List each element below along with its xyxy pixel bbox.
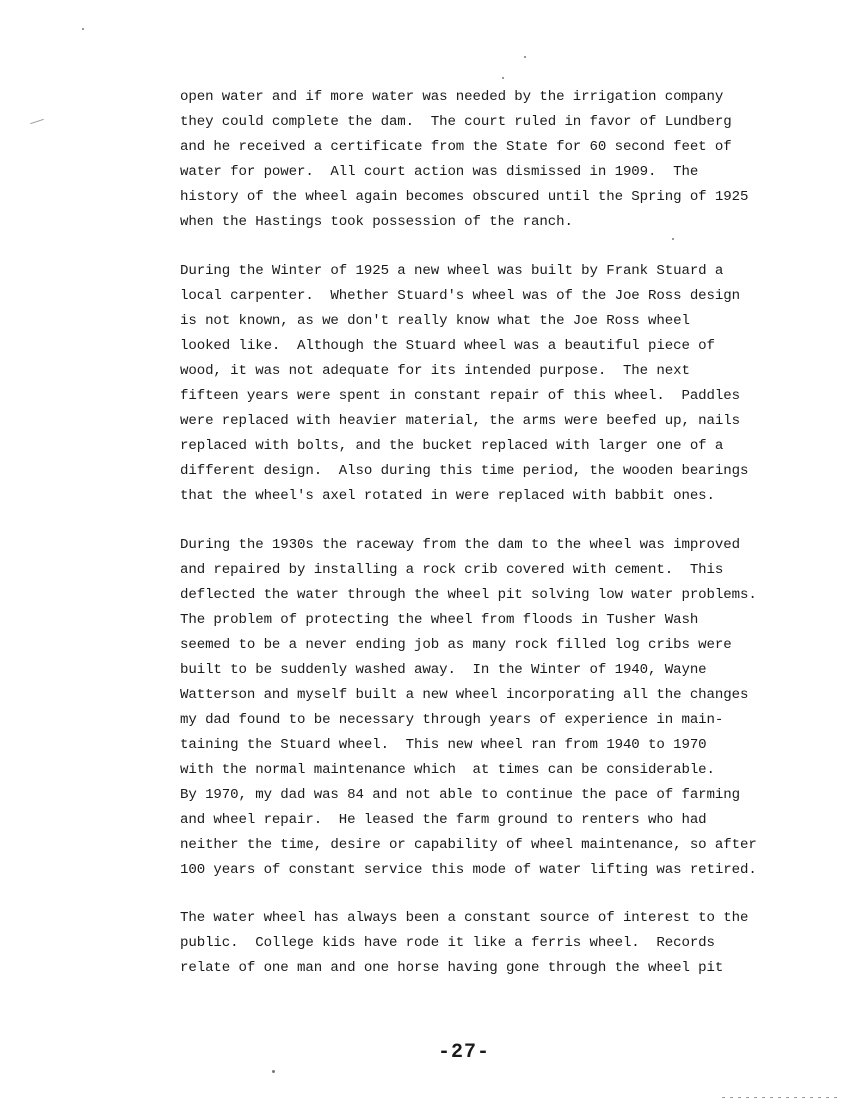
scan-speck bbox=[672, 238, 674, 240]
text-line: with the normal maintenance which at times can be considerable. bbox=[180, 762, 715, 778]
page-number: -27- bbox=[438, 1041, 491, 1064]
text-line: deflected the water through the wheel pit solving low water problems. bbox=[180, 587, 757, 603]
text-line: looked like. Although the Stuard wheel was a beautiful piece of bbox=[180, 338, 715, 354]
text-line: local carpenter. Whether Stuard's wheel was of the Joe Ross design bbox=[180, 288, 740, 304]
text-line: and wheel repair. He leased the farm ground to renters who had bbox=[180, 812, 707, 828]
text-line: public. College kids have rode it like a ferris wheel. Records bbox=[180, 935, 715, 951]
text-line: 100 years of constant service this mode of water lifting was retired. bbox=[180, 862, 757, 878]
text-line: Watterson and myself built a new wheel incorporating all the changes bbox=[180, 687, 749, 703]
text-line: During the 1930s the raceway from the dam to the wheel was improved bbox=[180, 537, 740, 553]
scan-mark bbox=[30, 119, 44, 124]
paragraph-3 bbox=[180, 533, 780, 883]
text-line: they could complete the dam. The court ruled in favor of Lundberg bbox=[180, 114, 732, 130]
paragraph-2 bbox=[180, 259, 780, 509]
scan-speck bbox=[82, 28, 84, 30]
text-line: neither the time, desire or capability of wheel maintenance, so after bbox=[180, 837, 757, 853]
text-line: water for power. All court action was dismissed in 1909. The bbox=[180, 164, 699, 180]
scan-speck bbox=[502, 77, 504, 79]
text-line: The water wheel has always been a constant source of interest to the bbox=[180, 910, 749, 926]
text-line: relate of one man and one horse having gone through the wheel pit bbox=[180, 960, 724, 976]
text-line: were replaced with heavier material, the arms were beefed up, nails bbox=[180, 413, 740, 429]
text-line: fifteen years were spent in constant repair of this wheel. Paddles bbox=[180, 388, 740, 404]
text-line: and he received a certificate from the State for 60 second feet of bbox=[180, 139, 732, 155]
text-line: wood, it was not adequate for its intended purpose. The next bbox=[180, 363, 690, 379]
paragraph-4 bbox=[180, 906, 780, 981]
text-line: is not known, as we don't really know what the Joe Ross wheel bbox=[180, 313, 690, 329]
text-line: taining the Stuard wheel. This new wheel ran from 1940 to 1970 bbox=[180, 737, 707, 753]
text-line: history of the wheel again becomes obscured until the Spring of 1925 bbox=[180, 189, 749, 205]
text-line: open water and if more water was needed by the irrigation company bbox=[180, 89, 724, 105]
text-line: my dad found to be necessary through years of experience in main- bbox=[180, 712, 724, 728]
scan-mark bbox=[722, 1097, 842, 1098]
text-line: During the Winter of 1925 a new wheel was built by Frank Stuard a bbox=[180, 263, 724, 279]
scan-speck bbox=[524, 56, 526, 58]
text-line: when the Hastings took possession of the ranch. bbox=[180, 214, 573, 230]
text-line: seemed to be a never ending job as many rock filled log cribs were bbox=[180, 637, 732, 653]
text-line: By 1970, my dad was 84 and not able to continue the pace of farming bbox=[180, 787, 740, 803]
text-line: The problem of protecting the wheel from floods in Tusher Wash bbox=[180, 612, 699, 628]
text-line: built to be suddenly washed away. In the Winter of 1940, Wayne bbox=[180, 662, 707, 678]
text-line: different design. Also during this time period, the wooden bearings bbox=[180, 463, 749, 479]
scan-speck bbox=[272, 1070, 275, 1073]
text-line: replaced with bolts, and the bucket replaced with larger one of a bbox=[180, 438, 724, 454]
text-line: that the wheel's axel rotated in were replaced with babbit ones. bbox=[180, 488, 715, 504]
text-line: and repaired by installing a rock crib covered with cement. This bbox=[180, 562, 724, 578]
paragraph-1 bbox=[180, 85, 780, 235]
